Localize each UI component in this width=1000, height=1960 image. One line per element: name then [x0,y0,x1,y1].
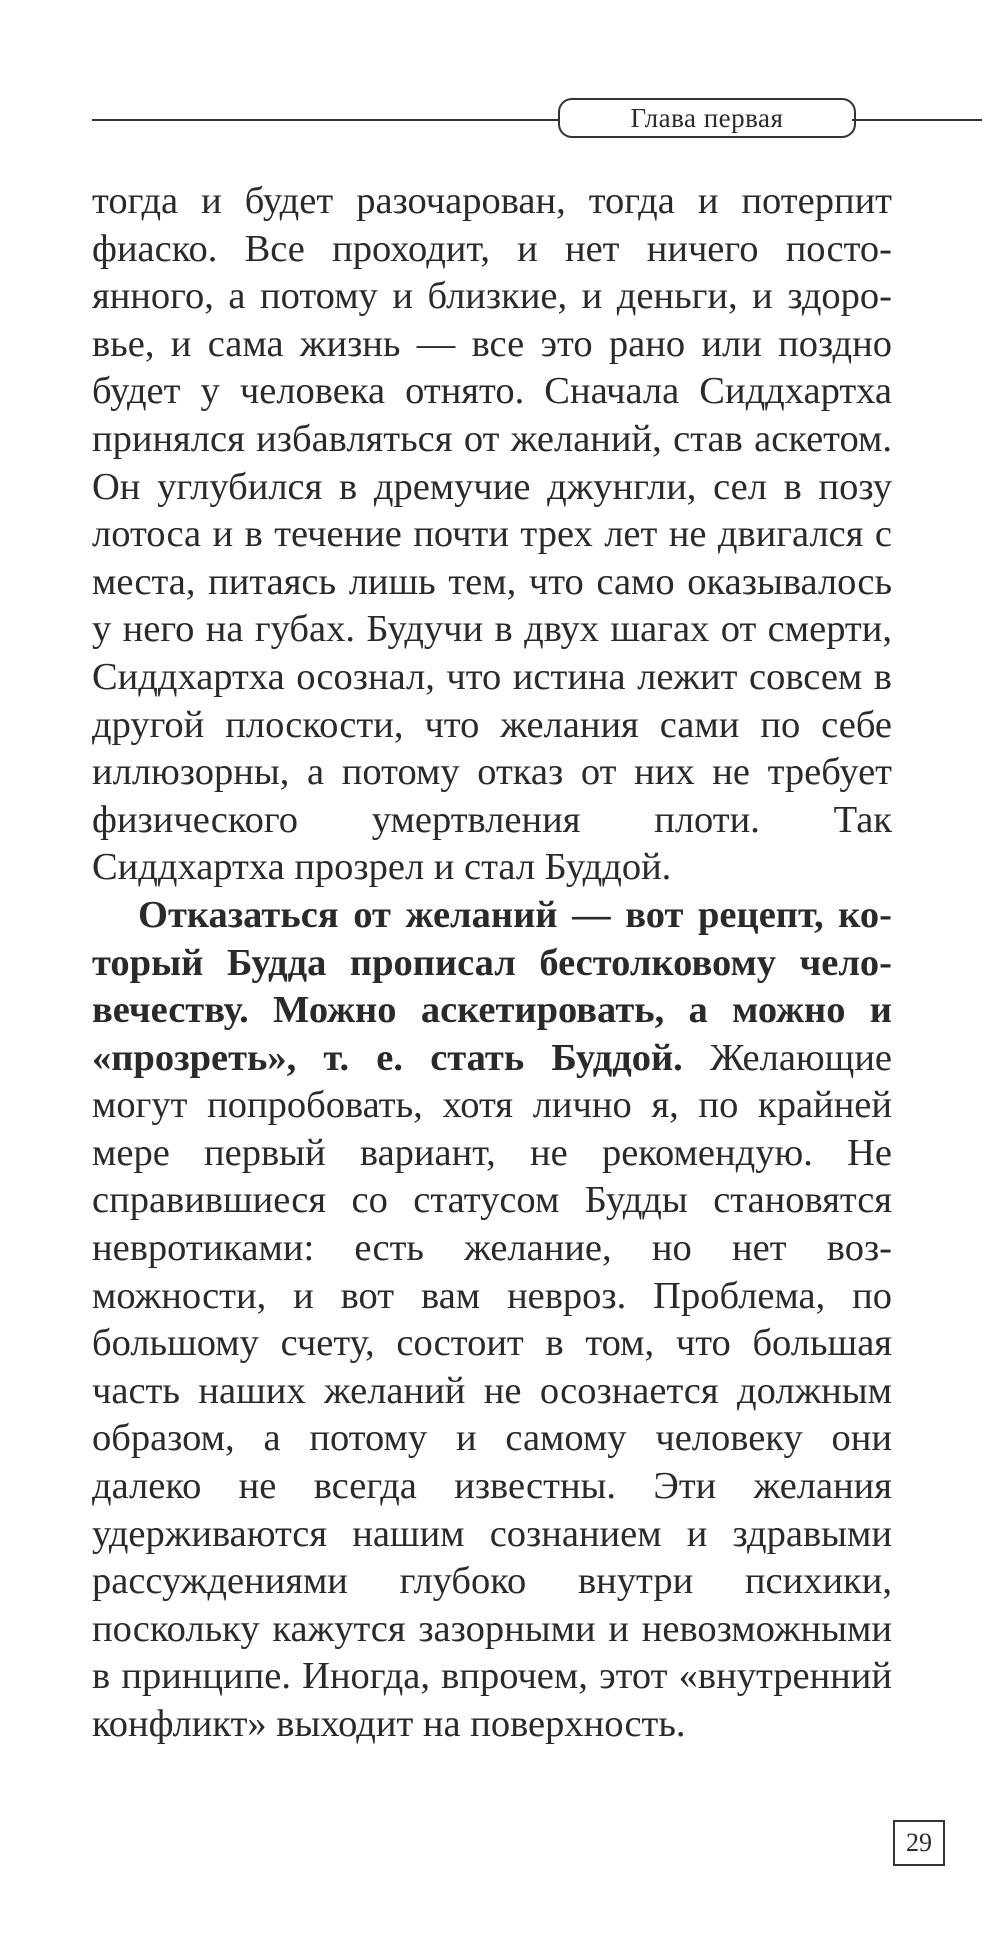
paragraph-2-text: Желающие могут попробовать, хотя лично я, по крайней мере первый вариант, не рекомендую. Не справившиеся со статусом Будды становятся невротиками: есть желание, но нет возможности, и вот вам невроз. Проблема, по большому счету, состоит в том, что большая часть наших желаний не осознается должным образом, а потому и самому человеку они далеко не всегда известны. Эти желания удерживаются нашим сознанием и здравыми рассуждениями глубоко внутри психики, поскольку кажутся зазорными и невозможными в принципе. Иногда, впрочем, этот «внутренний конфликт» выходит на поверхность. [92,1036,893,1745]
paragraph-2-bold-lead: Отказаться от желаний — вот рецепт, который Будда прописал бестолковому человечеству. Можно аскетировать, а можно и «прозреть», т. е. стать Буддой. [92,893,892,1079]
chapter-label: Глава первая [558,98,856,138]
paragraph-2 [92,892,892,1749]
page-number: 29 [893,1820,945,1866]
page-body [92,178,892,1749]
running-header [92,98,892,142]
paragraph-1: тогда и будет разочарован, тогда и потерпит фиаско. Все проходит, и нет ничего постоянного, а потому и близкие, и деньги, и здоровье, и сама жизнь — все это рано или поздно будет у человека отнято. Сначала Сиддхартха принялся избавляться от желаний, став аскетом. Он углубился в дремучие джунгли, сел в позу лотоса и в течение почти трех лет не двигался с места, питаясь лишь тем, что само оказывалось у него на губах. Будучи в двух шагах от смерти, Сиддхартха осознал, что истина лежит совсем в другой плоскости, что желания сами по себе иллюзорны, а потому отказ от них не требует физического умертвления плоти. Так Сиддхартха прозрел и стал Буддой. [92,180,892,889]
header-rule-right [852,119,982,121]
header-rule-left [92,119,562,121]
